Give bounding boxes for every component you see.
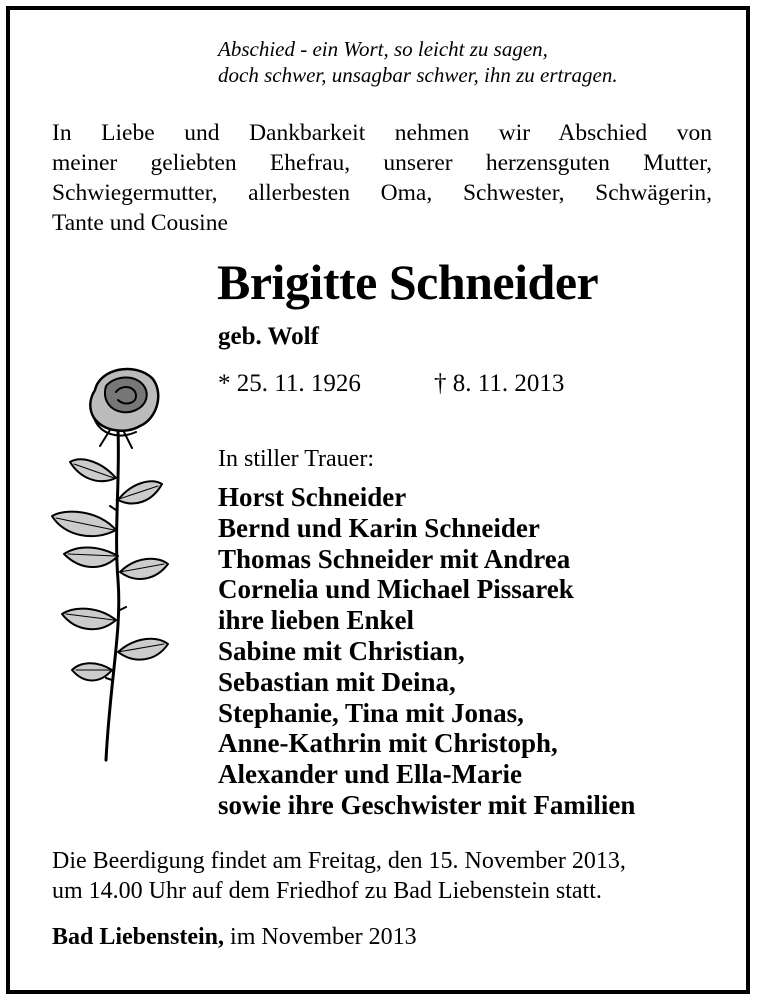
mourner-line: ihre lieben Enkel [218,605,415,636]
place-city: Bad Liebenstein, [52,924,225,950]
death-date: † 8. 11. 2013 [434,370,565,397]
poem-line-1: Abschied - ein Wort, so leicht zu sagen, [218,37,548,61]
mourners-list [218,482,635,821]
intro-line-4: Tante und Cousine [52,210,228,236]
mourner-line: Sebastian mit Deina, [218,666,456,697]
life-dates [218,368,565,400]
mourner-line: sowie ihre Geschwister mit Familien [218,789,636,820]
mourner-line: Thomas Schneider mit Andrea [218,543,571,574]
maiden-name: geb. Wolf [218,323,319,350]
poem-line-2: doch schwer, unsagbar schwer, ihn zu ertragen. [218,63,618,87]
funeral-line-2: um 14.00 Uhr auf dem Friedhof zu Bad Liebenstein statt. [52,878,602,904]
mourner-line: Anne-Kathrin mit Christoph, [218,728,558,759]
mourner-line: Sabine mit Christian, [218,635,465,666]
poem [218,36,618,88]
deceased-name: Brigitte Schneider [217,254,599,310]
intro-line-3: Schwiegermutter, allerbesten Oma, Schwester, Schwägerin, [52,180,712,206]
funeral-line-1: Die Beerdigung findet am Freitag, den 15. November 2013, [52,848,626,874]
mourner-line: Horst Schneider [218,482,407,512]
mourning-label: In stiller Trauer: [218,446,374,472]
mourner-line: Bernd und Karin Schneider [218,512,540,543]
mourner-line: Alexander und Ella-Marie [218,759,523,790]
place-date: im November 2013 [224,924,417,950]
mourner-line: Stephanie, Tina mit Jonas, [218,697,524,728]
birth-date: * 25. 11. 1926 [218,370,361,397]
intro-line-1: In Liebe und Dankbarkeit nehmen wir Abschied von [52,120,712,146]
place-and-date [52,922,417,952]
funeral-info [52,846,626,906]
rose-icon [40,360,175,780]
intro-line-2: meiner geliebten Ehefrau, unserer herzensguten Mutter, [52,150,712,176]
intro-text [52,118,712,238]
mourner-line: Cornelia und Michael Pissarek [218,574,574,605]
